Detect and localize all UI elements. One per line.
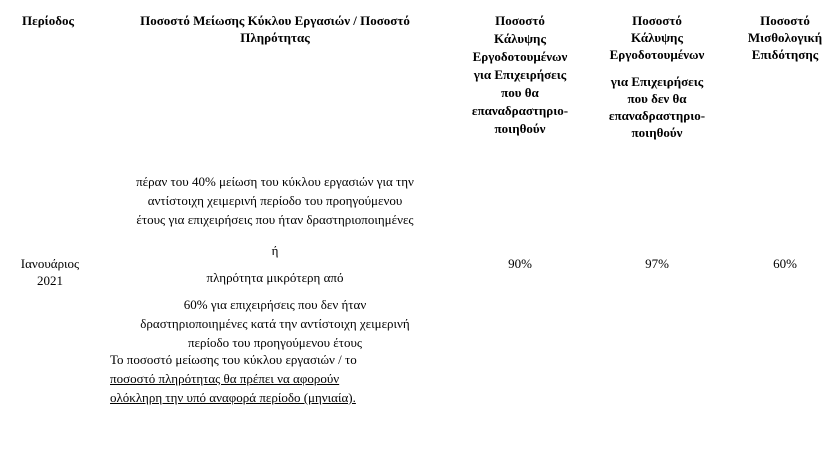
header-coverage-not-reactivated-line: ποιηθούν (631, 125, 683, 140)
criteria-line: αντίστοιχη χειμερινή περίοδο του προηγούμενου (147, 193, 403, 208)
header-coverage-reactivated-line: ποιηθούν (494, 121, 546, 136)
row-coverage-reactivated (455, 254, 585, 273)
header-coverage-reactivated-line: που θα (501, 85, 539, 100)
coverage-not-reactivated-value: 97% (645, 256, 669, 271)
row-period-line: Ιανουάριος (20, 256, 80, 271)
criteria-line: πέραν του 40% μείωση του κύκλου εργασιών για την (136, 174, 414, 189)
header-coverage-reactivated (455, 12, 585, 138)
criteria-line: περίοδο του προηγούμενου έτους (187, 335, 363, 350)
note-line: Το ποσοστό μείωσης του κύκλου εργασιών / το (110, 352, 357, 367)
criteria-occupancy: πληρότητα μικρότερη από (206, 270, 344, 285)
criteria-line: 60% για επιχειρήσεις που δεν ήταν (183, 297, 367, 312)
row-note (110, 350, 450, 407)
note-line: ποσοστό πληρότητας θα πρέπει να αφορούν (110, 371, 340, 386)
row-coverage-not-reactivated (592, 254, 722, 273)
header-wage-subsidy-line: Ποσοστό (760, 13, 810, 28)
row-criteria (100, 172, 450, 352)
header-coverage-not-reactivated-line: Εργοδοτουμένων (609, 47, 705, 62)
criteria-line: έτους για επιχειρήσεις που ήταν δραστηριοποιημένες (136, 212, 414, 227)
header-coverage-reactivated-line: επαναδραστηριο- (471, 103, 569, 118)
criteria-line: δραστηριοποιημένες κατά την αντίστοιχη χειμερινή (140, 316, 410, 331)
wage-subsidy-value: 60% (773, 256, 797, 271)
header-coverage-not-reactivated (592, 12, 722, 141)
row-wage-subsidy (730, 254, 828, 273)
row-period (5, 255, 95, 289)
header-period-text: Περίοδος (22, 13, 74, 28)
note-line: ολόκληρη την υπό αναφορά περίοδο (μηνιαία). (110, 390, 356, 405)
header-wage-subsidy-line: Μισθολογική (747, 30, 823, 45)
header-coverage-reactivated-line: Κάλυψης (494, 31, 546, 46)
header-coverage-not-reactivated-line: Ποσοστό (632, 13, 682, 28)
header-period (8, 12, 88, 29)
header-wage-subsidy-line: Επιδότησης (751, 47, 819, 62)
header-coverage-not-reactivated-line: επαναδραστηριο- (608, 108, 706, 123)
header-reduction (100, 12, 450, 46)
header-coverage-reactivated-line: για Επιχειρήσεις (473, 67, 567, 82)
header-coverage-not-reactivated-line: Κάλυψης (631, 30, 683, 45)
row-period-line: 2021 (37, 273, 63, 288)
criteria-or: ή (271, 243, 279, 258)
header-coverage-not-reactivated-line: που δεν θα (627, 91, 687, 106)
header-reduction-line: Ποσοστό Μείωσης Κύκλου Εργασιών / Ποσοστό (140, 13, 410, 28)
coverage-reactivated-value: 90% (508, 256, 532, 271)
header-coverage-reactivated-line: Ποσοστό (495, 13, 545, 28)
header-coverage-not-reactivated-line: για Επιχειρήσεις (610, 74, 704, 89)
header-reduction-line: Πληρότητας (240, 30, 310, 45)
header-wage-subsidy (730, 12, 828, 63)
header-coverage-reactivated-line: Εργοδοτουμένων (472, 49, 568, 64)
